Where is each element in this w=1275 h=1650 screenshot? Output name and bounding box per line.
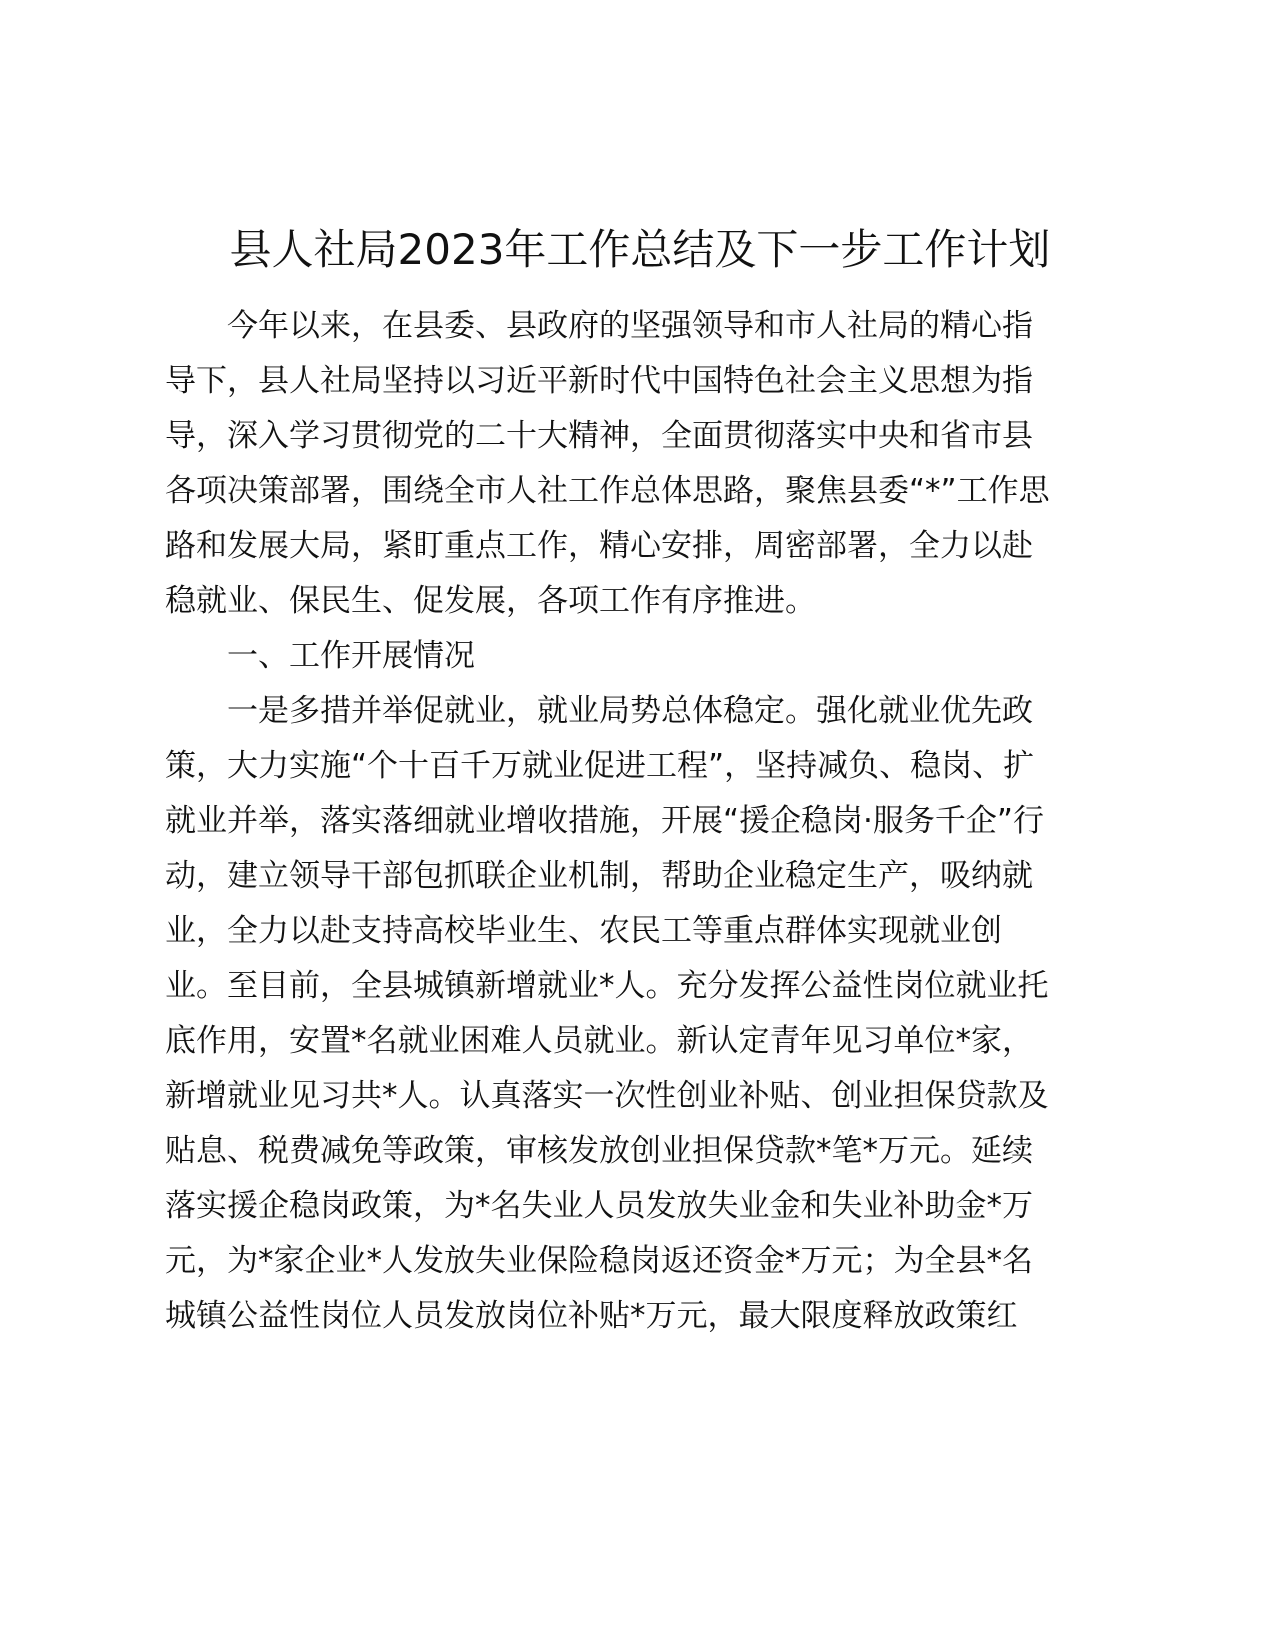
body-line-3: 导，深入学习贯彻党的二十大精神，全面贯彻落实中央和省市县	[165, 418, 1033, 454]
body-line-17: 落实援企稳岗政策，为*名失业人员发放失业金和失业补助金*万	[165, 1188, 1033, 1224]
body-line-11: 动，建立领导干部包抓联企业机制，帮助企业稳定生产，吸纳就	[165, 858, 1033, 894]
body-line-18: 元，为*家企业*人发放失业保险稳岗返还资金*万元；为全县*名	[165, 1243, 1033, 1279]
document-title: 县人社局2023年工作总结及下一步工作计划	[229, 225, 1051, 274]
body-line-2: 导下，县人社局坚持以习近平新时代中国特色社会主义思想为指	[165, 363, 1033, 399]
body-line-10: 就业并举，落实落细就业增收措施，开展“援企稳岗·服务千企”行	[165, 803, 1044, 839]
body-line-9: 策，大力实施“个十百千万就业促进工程”，坚持减负、稳岗、扩	[165, 748, 1035, 784]
body-line-19: 城镇公益性岗位人员发放岗位补贴*万元，最大限度释放政策红	[165, 1298, 1018, 1334]
body-line-8: 一是多措并举促就业，就业局势总体稳定。强化就业优先政	[227, 693, 1033, 729]
body-line-13: 业。至目前，全县城镇新增就业*人。充分发挥公益性岗位就业托	[165, 968, 1049, 1004]
body-line-12: 业，全力以赴支持高校毕业生、农民工等重点群体实现就业创	[165, 913, 1002, 949]
body-line-4: 各项决策部署，围绕全市人社工作总体思路，聚焦县委“*”工作思	[165, 473, 1050, 509]
body-line-1: 今年以来，在县委、县政府的坚强领导和市人社局的精心指	[227, 308, 1033, 344]
body-line-14: 底作用，安置*名就业困难人员就业。新认定青年见习单位*家，	[165, 1023, 1033, 1059]
body-line-16: 贴息、税费减免等政策，审核发放创业担保贷款*笔*万元。延续	[165, 1133, 1033, 1169]
body-line-5: 路和发展大局，紧盯重点工作，精心安排，周密部署，全力以赴	[165, 528, 1033, 564]
section-heading: 一、工作开展情况	[227, 638, 475, 674]
body-line-6: 稳就业、保民生、促发展，各项工作有序推进。	[165, 583, 816, 619]
body-line-15: 新增就业见习共*人。认真落实一次性创业补贴、创业担保贷款及	[165, 1078, 1049, 1114]
